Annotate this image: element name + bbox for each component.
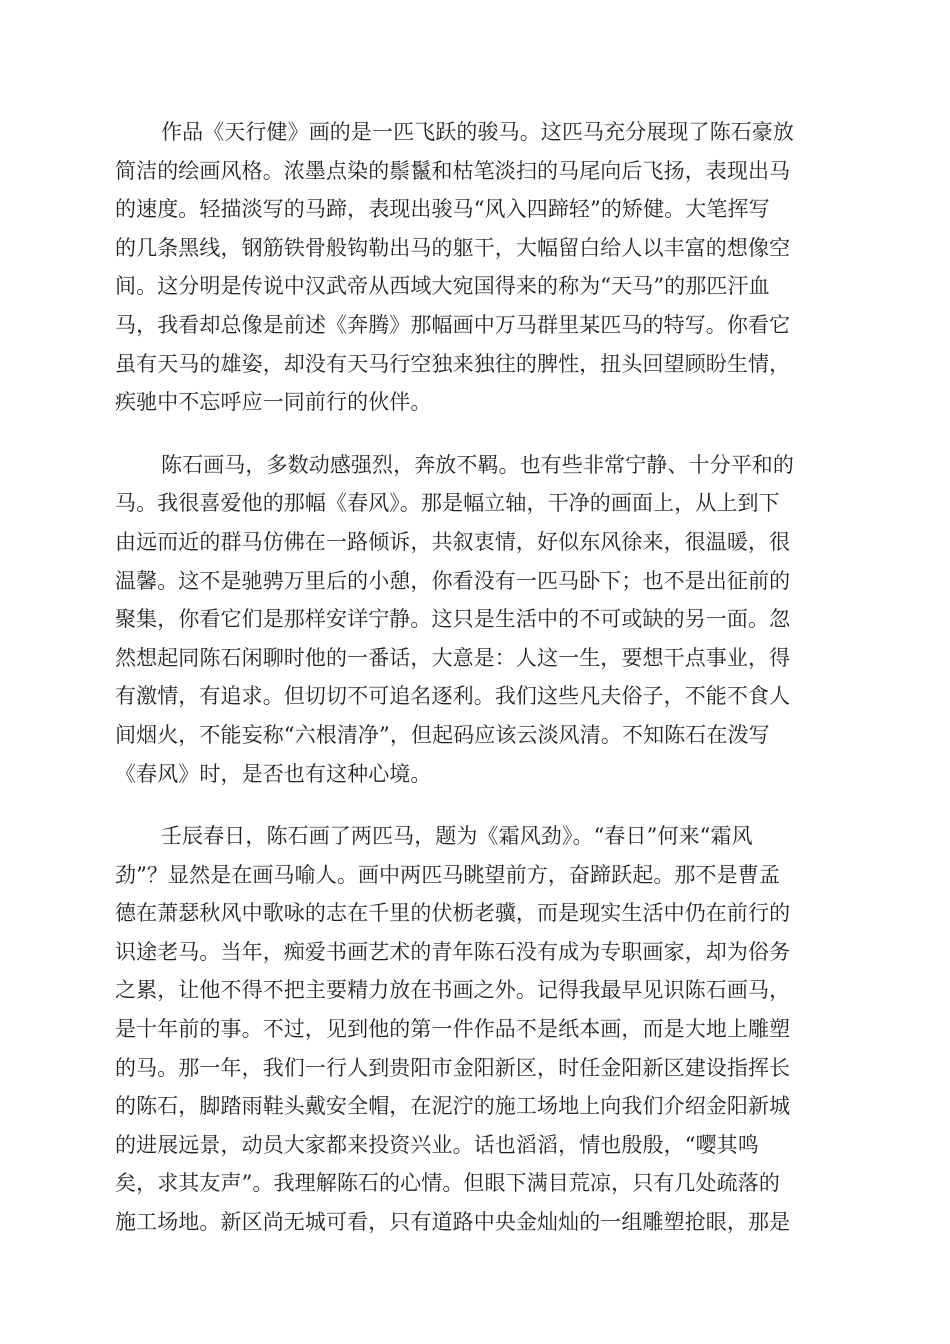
text-line: 间。这分明是传说中汉武帝从西域大宛国得来的称为“天马”的那匹汗血 [115,274,770,299]
text-line: 简洁的绘画风格。浓墨点染的鬃鬣和枯笔淡扫的马尾向后飞扬，表现出马 [115,158,791,183]
text-line: 马，我看却总像是前述《奔腾》那幅画中万马群里某匹马的特写。你看它 [115,312,791,337]
text-line: 陈石画马，多数动感强烈，奔放不羁。也有些非常宁静、十分平和的 [161,452,794,477]
paragraph-chunfeng [115,446,833,793]
text-line: 识途老马。当年，痴爱书画艺术的青年陈石没有成为专职画家，却为俗务 [115,939,791,964]
text-line: 的几条黑线，钢筋铁骨般钩勒出马的躯干，大幅留白给人以丰富的想像空 [115,235,791,260]
text-line: 疾驰中不忘呼应一同前行的伙伴。 [115,390,432,415]
paragraph-tianxingjian [115,113,833,422]
text-line: 德在萧瑟秋风中歌咏的志在千里的伏枥老骥，而是现实生活中仍在前行的 [115,901,791,926]
document-body [115,113,833,1266]
text-line: 矣，求其友声”。我理解陈石的心情。但眼下满目荒凉，只有几处疏落的 [115,1171,780,1196]
text-line: 聚集，你看它们是那样安详宁静。这只是生活中的不可或缺的另一面。忽 [115,607,791,632]
text-line: 马。我很喜爱他的那幅《春风》。那是幅立轴，干净的画面上，从上到下 [115,491,780,516]
text-line: 温馨。这不是驰骋万里后的小憩，你看没有一匹马卧下；也不是出征前的 [115,568,791,593]
text-line: 的速度。轻描淡写的马蹄，表现出骏马“风入四蹄轻”的矫健。大笔挥写 [115,197,770,222]
text-line: 是十年前的事。不过，见到他的第一件作品不是纸本画，而是大地上雕塑 [115,1017,791,1042]
text-line: 之累，让他不得不把主要精力放在书画之外。记得我最早见识陈石画马， [115,978,791,1003]
text-line: 施工场地。新区尚无城可看，只有道路中央金灿灿的一组雕塑抢眼，那是 [115,1210,791,1235]
text-line: 的陈石，脚踏雨鞋头戴安全帽，在泥泞的施工场地上向我们介绍金阳新城 [115,1094,791,1119]
text-line: 作品《天行健》画的是一匹飞跃的骏马。这匹马充分展现了陈石豪放 [161,120,794,144]
text-line: 壬辰春日，陈石画了两匹马，题为《霜风劲》。“春日”何来“霜风 [161,824,753,849]
text-line: 由远而近的群马仿佛在一路倾诉，共叙衷情，好似东风徐来，很温暖，很 [115,529,791,554]
text-line: 然想起同陈石闲聊时他的一番话，大意是：人这一生，要想干点事业，得 [115,645,791,670]
text-line: 《春风》时，是否也有这种心境。 [115,761,432,786]
text-line: 的进展远景，动员大家都来投资兴业。话也滔滔，情也殷殷，“嘤其鸣 [115,1132,759,1157]
text-line: 虽有天马的雄姿，却没有天马行空独来独往的脾性，扭头回望顾盼生情， [115,351,791,376]
text-line: 的马。那一年，我们一行人到贵阳市金阳新区，时任金阳新区建设指挥长 [115,1055,791,1080]
text-line: 劲”？显然是在画马喻人。画中两匹马眺望前方，奋蹄跃起。那不是曹孟 [115,862,780,887]
paragraph-shuangfengjin [115,817,833,1242]
text-line: 有激情，有追求。但切切不可追名逐利。我们这些凡夫俗子，不能不食人 [115,684,791,709]
text-line: 间烟火，不能妄称“六根清净”，但起码应该云淡风清。不知陈石在泼写 [115,722,770,747]
